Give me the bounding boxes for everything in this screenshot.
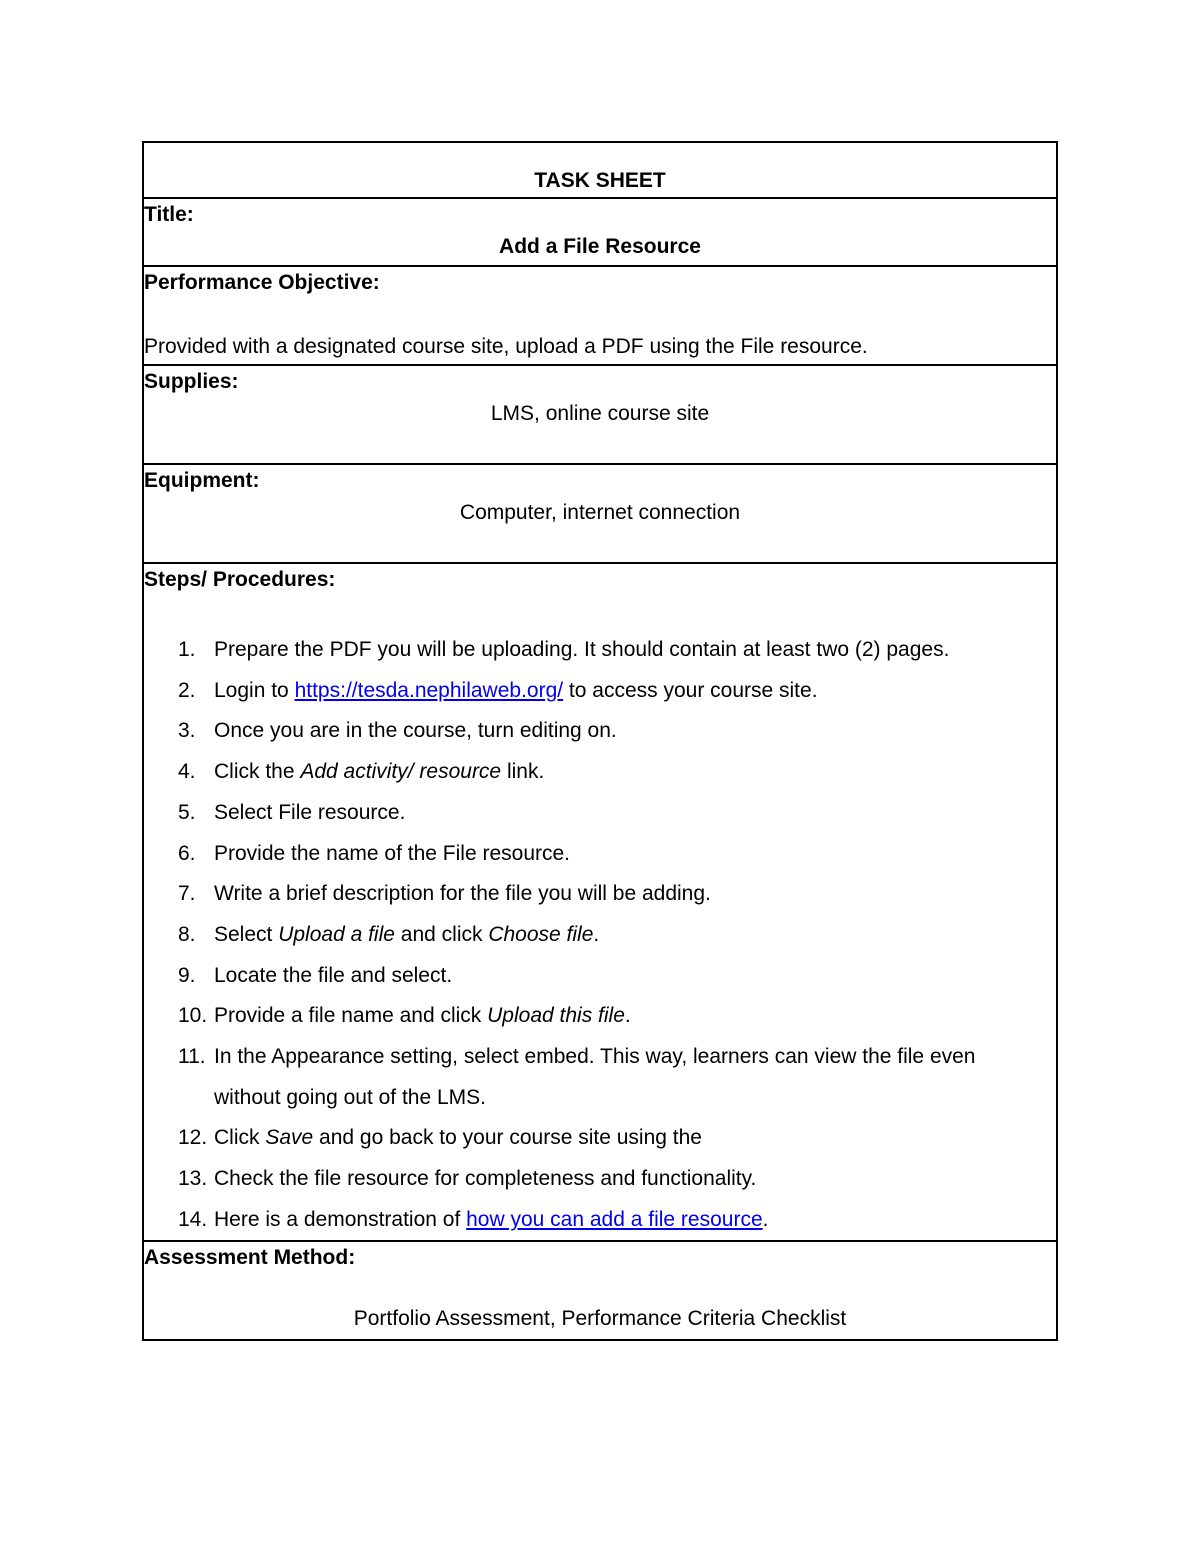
title-row [144,203,1056,267]
step-emphasis: Upload this file [487,1004,625,1028]
step-text-pre: Here is a demonstration of [214,1207,467,1231]
step-text: Locate the file and select. [214,963,453,987]
step-text-post: . [624,1004,631,1028]
step-text-post: . [762,1207,769,1231]
step-text: In the Appearance setting, select embed. This way, learners can view the file even without going out of the LMS. [214,1045,976,1109]
list-item [144,1037,1056,1118]
list-item [144,711,1056,752]
steps-label: Steps/ Procedures: [144,568,336,591]
step-number: 14. [178,1207,208,1231]
step-text: Once you are in the course, turn editing on. [214,719,617,743]
step-number: 11. [178,1045,206,1069]
step-text-pre: Select [214,922,279,946]
objective-row [144,271,1056,366]
demonstration-link[interactable]: how you can add a file resource [466,1207,763,1231]
step-number: 3. [178,719,196,743]
list-item [144,752,1056,793]
step-number: 4. [178,760,196,784]
step-number: 5. [178,800,196,824]
supplies-row [144,370,1056,465]
step-text-post: link. [501,760,545,784]
steps-row [144,568,1056,1242]
supplies-label: Supplies: [144,370,239,393]
list-item [144,630,1056,671]
step-text-post: . [593,922,600,946]
list-item [144,834,1056,875]
step-number: 9. [178,963,196,987]
equipment-row [144,469,1056,564]
step-number: 13. [178,1167,208,1191]
assessment-value: Portfolio Assessment, Performance Criteria Checklist [353,1307,847,1330]
equipment-label: Equipment: [144,469,260,492]
equipment-value: Computer, internet connection [459,501,741,524]
assessment-row [144,1246,1056,1339]
list-item [144,671,1056,712]
list-item [144,1118,1056,1159]
step-emphasis: Save [265,1126,314,1150]
list-item [144,874,1056,915]
supplies-value: LMS, online course site [490,402,710,425]
step-text: Provide the name of the File resource. [214,841,571,865]
step-number: 6. [178,841,196,865]
list-item [144,1159,1056,1200]
step-number: 8. [178,922,196,946]
step-text: Select File resource. [214,800,406,824]
header-row [144,143,1056,199]
list-item [144,996,1056,1037]
step-text-pre: Provide a file name and click [214,1004,488,1028]
step-text-post: to access your course site. [563,678,818,702]
steps-list [144,630,1056,1241]
step-number: 1. [178,638,196,661]
step-text: Check the file resource for completeness and functionality. [214,1167,757,1191]
list-item [144,956,1056,997]
step-text: Prepare the PDF you will be uploading. It should contain at least two (2) pages. [214,638,950,661]
step-number: 7. [178,882,196,906]
objective-text: Provided with a designated course site, upload a PDF using the File resource. [144,335,868,358]
step-number: 12. [178,1126,208,1150]
objective-label: Performance Objective: [144,271,380,294]
step-text-mid: and click [394,922,489,946]
step-emphasis: Upload a file [278,922,395,946]
task-sheet-heading: TASK SHEET [534,169,666,192]
step-text-pre: Login to [214,678,295,702]
step-text-pre: Click [214,1126,266,1150]
step-number: 10. [178,1004,208,1028]
title-label: Title: [144,203,194,226]
list-item [144,915,1056,956]
step-text-pre: Click the [214,760,301,784]
title-value: Add a File Resource [499,235,701,258]
step-emphasis-2: Choose file [488,922,594,946]
course-site-link[interactable]: https://tesda.nephilaweb.org/ [294,678,564,702]
step-emphasis: Add activity/ resource [300,760,502,784]
step-number: 2. [178,678,196,702]
list-item [144,793,1056,834]
list-item [144,1200,1056,1241]
task-sheet-table [142,141,1058,1341]
step-text-post: and go back to your course site using the [313,1126,702,1150]
assessment-label: Assessment Method: [144,1246,356,1269]
step-text: Write a brief description for the file you will be adding. [214,882,711,906]
